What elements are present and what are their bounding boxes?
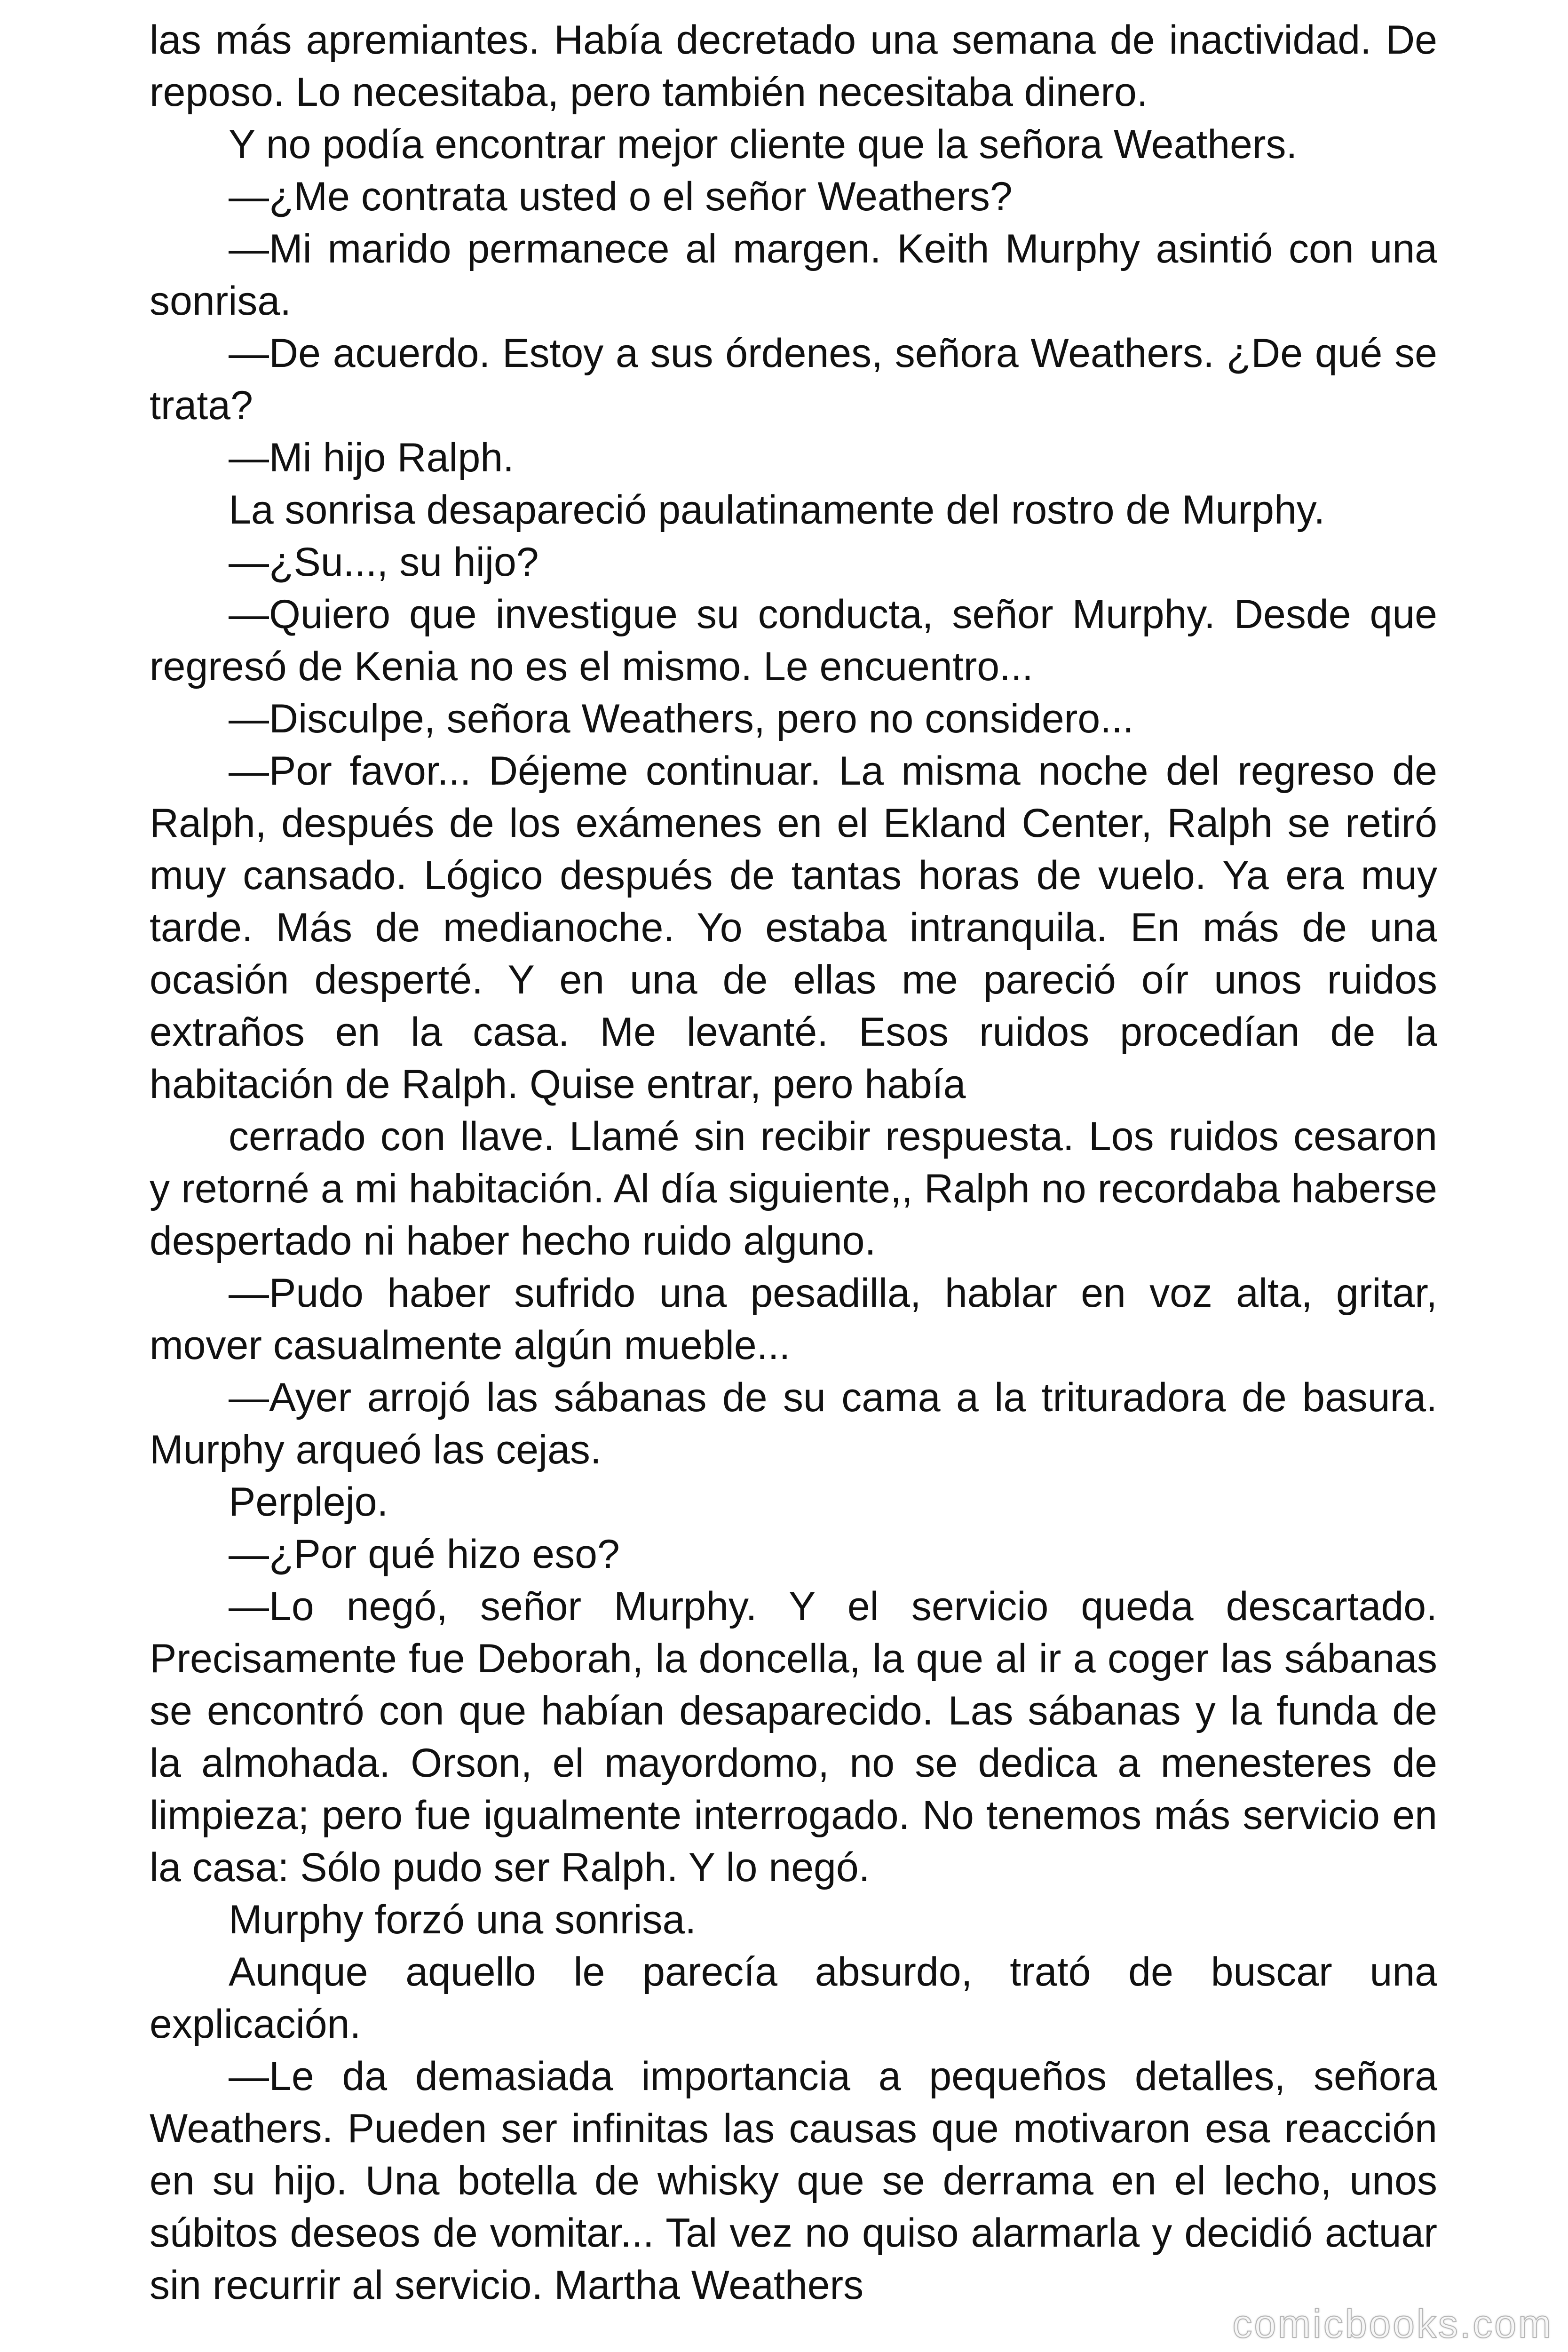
paragraph: —¿Me contrata usted o el señor Weathers? <box>229 174 1013 219</box>
document-page <box>150 14 1437 2312</box>
paragraph: —De acuerdo. Estoy a sus órdenes, señora Weathers. ¿De qué se trata? <box>150 331 1437 428</box>
paragraph: —Por favor... Déjeme continuar. La misma noche del regreso de Ralph, después de los exámenes en el Ekland Center, Ralph se retiró muy cansado. Lógico después de tantas horas de vuelo. Ya era muy tarde. Más de medianoche. Yo estaba intranquila. En más de una ocasión desperté. Y en una de ellas me pareció oír unos ruidos extraños en la casa. Me levanté. Esos ruidos procedían de la habitación de Ralph. Quise entrar, pero había <box>150 748 1437 1107</box>
paragraph: —Mi hijo Ralph. <box>229 435 514 480</box>
paragraph: —Pudo haber sufrido una pesadilla, hablar en voz alta, gritar, mover casualmente algún mueble... <box>150 1271 1437 1368</box>
paragraph: —¿Su..., su hijo? <box>229 540 539 585</box>
paragraph: Murphy forzó una sonrisa. <box>229 1897 697 1942</box>
watermark: comicbooks.com <box>1232 2302 1553 2346</box>
paragraph: —Lo negó, señor Murphy. Y el servicio queda descartado. Precisamente fue Deborah, la doncella, la que al ir a coger las sábanas se encontró con que habían desaparecido. Las sábanas y la funda de la almohada. Orson, el mayordomo, no se dedica a menesteres de limpieza; pero fue igualmente interrogado. No tenemos más servicio en la casa: Sólo pudo ser Ralph. Y lo negó. <box>150 1584 1437 1890</box>
paragraph: Perplejo. <box>229 1479 388 1525</box>
paragraph: Y no podía encontrar mejor cliente que la señora Weathers. <box>229 122 1298 167</box>
paragraph: Aunque aquello le parecía absurdo, trató de buscar una explicación. <box>150 1949 1437 2047</box>
paragraph: —Ayer arrojó las sábanas de su cama a la trituradora de basura. Murphy arqueó las cejas. <box>150 1375 1437 1472</box>
paragraph: las más apremiantes. Había decretado una semana de inactividad. De reposo. Lo necesitaba, pero también necesitaba dinero. <box>150 17 1437 115</box>
paragraph: —¿Por qué hizo eso? <box>229 1532 620 1577</box>
paragraph: cerrado con llave. Llamé sin recibir respuesta. Los ruidos cesaron y retorné a mi habitación. Al día siguiente,, Ralph no recordaba haberse despertado ni haber hecho ruido alguno. <box>150 1114 1437 1263</box>
paragraph: La sonrisa desapareció paulatinamente del rostro de Murphy. <box>229 487 1325 532</box>
paragraph: —Mi marido permanece al margen. Keith Murphy asintió con una sonrisa. <box>150 226 1437 324</box>
paragraph: —Quiero que investigue su conducta, señor Murphy. Desde que regresó de Kenia no es el mismo. Le encuentro... <box>150 592 1437 689</box>
paragraph: —Disculpe, señora Weathers, pero no considero... <box>229 696 1134 741</box>
paragraph: —Le da demasiada importancia a pequeños detalles, señora Weathers. Pueden ser infinitas las causas que motivaron esa reacción en su hijo. Una botella de whisky que se derrama en el lecho, unos súbitos deseos de vomitar... Tal vez no quiso alarmarla y decidió actuar sin recurrir al servicio. Martha Weathers <box>150 2054 1437 2308</box>
